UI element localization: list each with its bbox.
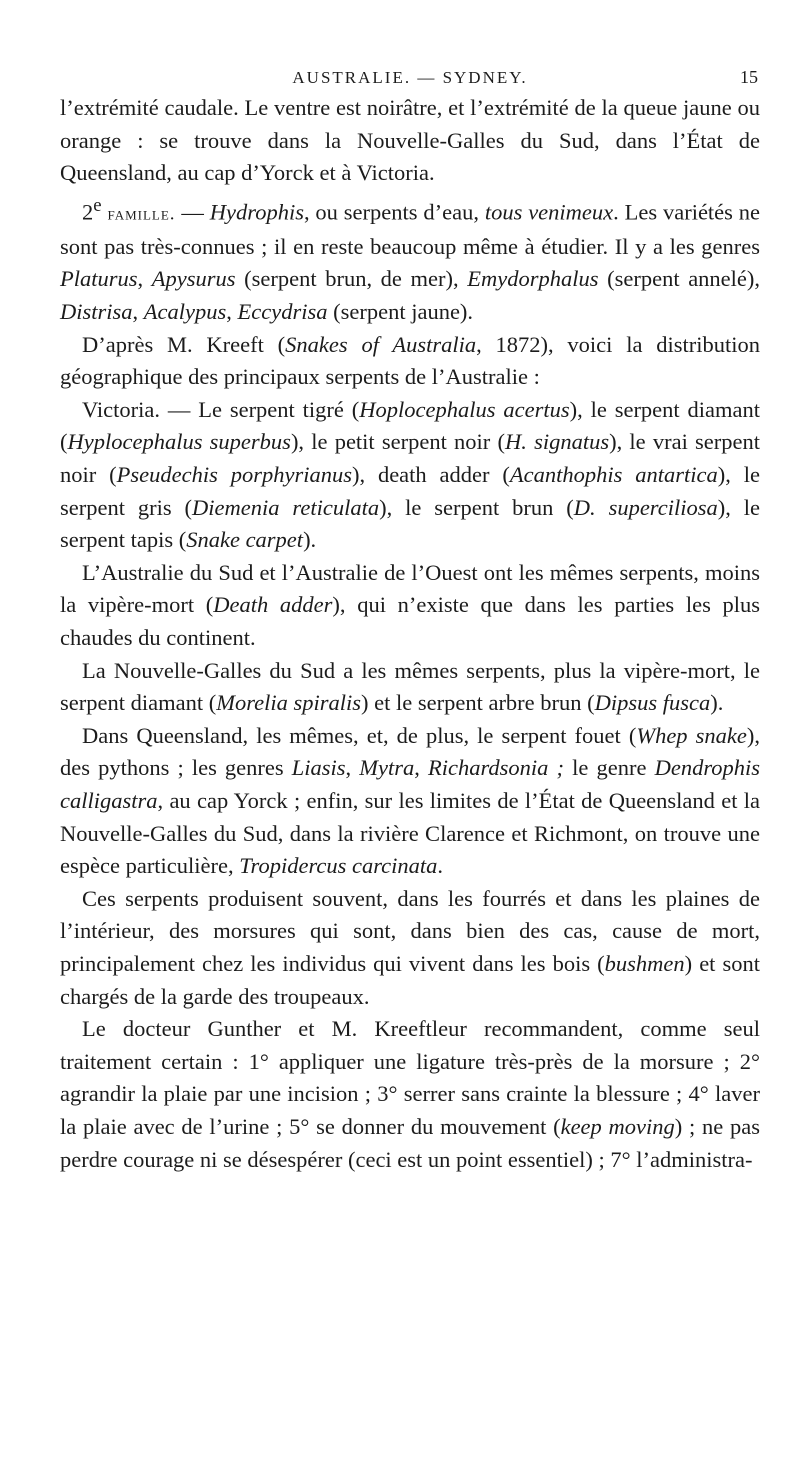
italic-term: Acanthophis antartica (509, 462, 718, 488)
italic-term: H. signatus (505, 429, 610, 455)
page-header (60, 58, 760, 88)
text-run: le genre (564, 755, 655, 781)
page-number: 15 (740, 67, 758, 87)
text-run: (serpent jaune). (327, 299, 474, 325)
text-run: e (93, 194, 102, 216)
text-run: ), le serpent diamant ( (60, 396, 761, 455)
italic-term: Emydorphalus (467, 266, 599, 292)
text-run: ), le petit serpent noir ( (290, 429, 505, 455)
paragraph-5 (60, 557, 760, 655)
text-run: , (137, 266, 152, 292)
text-run: l’extrémité caudale. Le ventre est noirâtre, et l’extrémité de la queue jaune ou orange : se trouve dans la Nouvelle-Galles du Sud, dans l’État de Queensland, au cap d’Yorck et à Victoria. (60, 95, 760, 186)
italic-term: Diemenia reticulata (192, 494, 380, 520)
text-run: , (414, 755, 429, 781)
paragraph-2 (60, 190, 760, 329)
italic-term: Eccydrisa (237, 299, 328, 325)
paragraph-7 (60, 720, 760, 883)
text-run: , ou serpents d’eau, (303, 199, 485, 225)
italic-term: Apysurus (151, 266, 236, 292)
text-run: , (345, 755, 360, 781)
text-run: L’Australie du Sud et l’Australie de l’Ouest ont les mêmes serpents, moins la vipère-mort ( (60, 559, 760, 618)
text-run: Ces serpents produisent souvent, dans les fourrés et dans les plaines de l’intérieur, des morsures qui sont, dans bien des cas, cause de mort, principalement chez les individus qui vivent dans les bois ( (60, 885, 760, 976)
text-run: D’après M. Kreeft ( (82, 331, 286, 357)
text-run: , 1872), voici la distribution géographique des principaux serpents de l’Australie : (60, 331, 760, 390)
text-run: ) et le serpent arbre brun ( (361, 690, 595, 716)
text-run: . Les variétés ne sont pas très-connues ; il en reste beaucoup même à étudier. Il y a les genres (60, 199, 761, 259)
text-run: . (437, 853, 444, 879)
italic-term: tous venimeux (484, 199, 614, 225)
text-run: , (226, 299, 238, 325)
text-run: ), death adder ( (351, 462, 510, 488)
italic-term: Hoplocephalus acertus (359, 396, 570, 422)
italic-term: Death adder (213, 592, 333, 618)
italic-term: Morelia spiralis (216, 690, 362, 716)
text-run: ). (710, 690, 724, 716)
italic-term: bushmen (604, 950, 685, 976)
italic-term: Pseudechis porphyrianus (116, 462, 352, 488)
paragraph-4 (60, 394, 760, 557)
text-run: Victoria. — Le serpent tigré ( (82, 396, 360, 422)
italic-term: Distrisa (60, 299, 133, 325)
italic-term: Dendrophis calligastra (60, 755, 760, 813)
italic-term: Platurus (60, 266, 138, 292)
text-run: ), le serpent brun ( (379, 494, 574, 520)
running-title: AUSTRALIE. — SYDNEY. (292, 68, 528, 87)
text-run: ), le vrai serpent noir ( (60, 429, 761, 488)
text-run: ) et sont chargés de la garde des troupeaux. (60, 950, 760, 1009)
italic-term: Mytra (359, 755, 415, 781)
text-run: ). (303, 527, 317, 553)
text-run: ), le serpent gris ( (60, 462, 760, 520)
paragraph-8 (60, 883, 760, 1013)
small-caps-text: famille. (107, 203, 176, 225)
text-run: ), le serpent tapis ( (60, 494, 760, 553)
text-run: ), qui n’existe que dans les parties les plus chaudes du continent. (60, 592, 761, 650)
italic-term: Snakes of Australia (285, 331, 477, 357)
paragraph-1 (60, 92, 760, 190)
italic-term: Snake carpet (186, 527, 304, 553)
italic-term: Acalypus (143, 299, 227, 325)
paragraph-9 (60, 1013, 760, 1176)
text-run: 2 (82, 199, 94, 225)
text-run: ), des pythons ; les genres (60, 722, 760, 781)
text-run: ) ; ne pas perdre courage ni se désespérer (ceci est un point essentiel) ; 7° l’administra- (60, 1113, 761, 1172)
paragraph-6 (60, 655, 760, 720)
italic-term: Richardsonia ; (428, 755, 565, 781)
text-run: (serpent annelé), (598, 266, 761, 292)
italic-term: Whep snake (636, 722, 747, 748)
italic-term: Hyplocephalus superbus (67, 429, 291, 455)
text-run: Le docteur Gunther et M. Kreeftleur recommandent, comme seul traitement certain : 1° appliquer une ligature très-près de la morsure ; 2° agrandir la plaie par une incision ; 3° serrer sans crainte la blessure ; 4° laver la plaie avec de l’urine ; 5° se donner du mouvement ( (60, 1016, 760, 1139)
text-run: , au cap Yorck ; enfin, sur les limites de l’État de Queensland et la Nouvelle-Galles du Sud, dans la rivière Clarence et Richmont, on trouve une espèce particulière, (60, 787, 760, 879)
paragraph-3 (60, 329, 760, 394)
italic-term: Tropidercus carcinata (239, 853, 438, 879)
italic-term: D. superciliosa (573, 494, 718, 520)
italic-term: Liasis (291, 755, 346, 781)
text-run: La Nouvelle-Galles du Sud a les mêmes serpents, plus la vipère-mort, le serpent diamant ( (60, 657, 760, 716)
text-run: Dans Queensland, les mêmes, et, de plus, le serpent fouet ( (82, 722, 637, 748)
text-run: (serpent brun, de mer), (235, 266, 468, 292)
text-run: , (132, 299, 144, 325)
body-text (60, 92, 760, 1176)
italic-term: Dipsus fusca (594, 690, 711, 716)
italic-term: keep moving (560, 1113, 675, 1139)
text-run: — (175, 199, 210, 225)
italic-term: Hydrophis (209, 199, 304, 225)
